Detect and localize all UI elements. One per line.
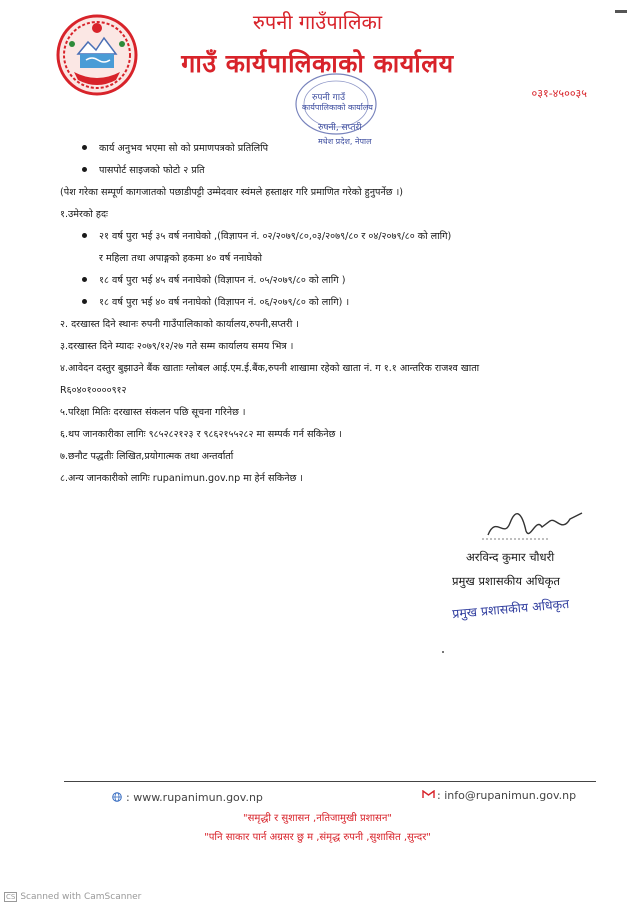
item-more-info: ८.अन्य जानकारीको लागिः rupanimun.gov.np मा हेर्न सकिनेछ ।	[60, 473, 304, 484]
stamp-line1: रुपनी गाउँ	[312, 93, 346, 103]
list-item	[82, 226, 451, 248]
signatory-name: अरविन्द कुमार चौधरी	[466, 550, 555, 564]
item-exam-date: ५.परिक्षा मितिः दरखास्त संकलन पछि सूचना गरिनेछ ।	[60, 407, 246, 418]
footer-divider	[64, 781, 596, 782]
scan-mark	[442, 651, 444, 653]
stamp-line2: कार्यपालिकाको कार्यालय	[302, 103, 373, 112]
list-item	[82, 292, 349, 314]
handwritten-signature	[478, 505, 588, 545]
stamp-seal-icon	[288, 72, 398, 162]
age-heading: १.उमेरको हदः	[60, 209, 108, 220]
list-item	[82, 138, 268, 160]
bullet-text: १८ वर्ष पुरा भई ४० वर्ष ननाघेको (विज्ञापन नं. ०६/२०७९/८० को लागि) ।	[99, 297, 350, 308]
camscanner-text: Scanned with CamScanner	[20, 892, 142, 902]
footer-email	[422, 789, 576, 802]
municipality-name: रुपनी गाउँपालिका	[252, 10, 383, 34]
bullet-icon	[82, 299, 87, 304]
office-name: गाउँ कार्यपालिकाको कार्यालय	[181, 49, 454, 78]
bullet-text: पासपोर्ट साइजको फोटो २ प्रति	[99, 165, 205, 176]
bullet-text: १८ वर्ष पुरा भई ४५ वर्ष ननाघेको (विज्ञापन नं. ०५/२०७९/८० को लागि )	[99, 275, 346, 286]
mail-icon	[422, 790, 435, 799]
office-stamp	[288, 72, 398, 162]
globe-icon	[112, 792, 122, 802]
bullet-icon	[82, 277, 87, 282]
office-phone: ०३१-४५००३५	[531, 87, 587, 100]
stamp-line4: मधेश प्रदेश, नेपाल	[318, 137, 372, 146]
bullet-text: २१ वर्ष पुरा भई ३५ वर्ष ननाघेको ,(विज्ञापन नं. ०२/२०७९/८०,०३/२०७९/८० र ०४/२०७९/८० को लागि)	[99, 231, 452, 242]
footer-slogan-1: "समृद्धी र सुशासन ,नतिजामुखी प्रशासन"	[243, 813, 392, 824]
footer-website	[112, 791, 263, 804]
camscanner-watermark	[4, 892, 141, 902]
item-deadline: ३.दरखास्त दिने म्यादः २०७९/१२/२७ गते सम्म कार्यालय समय भित्र ।	[60, 341, 294, 352]
document-note: (पेश गरेका सम्पूर्ण कागजातको पछाडीपट्टी उम्मेदवार स्वंमले हस्ताक्षर गरि प्रमाणित गरेको हुनुपर्नेछ ।)	[60, 187, 403, 198]
list-item	[82, 160, 205, 182]
bullet-icon	[82, 145, 87, 150]
email-text[interactable]: : info@rupanimun.gov.np	[437, 789, 577, 802]
item-application-place: २. दरखास्त दिने स्थानः रुपनी गाउँपालिकाको कार्यालय,रुपनी,सप्तरी ।	[60, 319, 300, 330]
age1-continuation: र महिला तथा अपाङ्गको हकमा ४० वर्ष ननाघेको	[99, 253, 263, 264]
bullet-icon	[82, 167, 87, 172]
camscanner-badge: CS	[6, 893, 16, 901]
signatory-stamp: प्रमुख प्रशासकीय अधिकृत	[451, 595, 570, 622]
list-item	[82, 270, 345, 292]
website-text[interactable]: : www.rupanimun.gov.np	[126, 791, 263, 804]
signatory-title: प्रमुख प्रशासकीय अधिकृत	[452, 574, 560, 588]
item-selection-method: ७.छनौट पद्धतीः लिखित,प्रयोगात्मक तथा अन्तर्वार्ता	[60, 451, 234, 462]
bullet-text: कार्य अनुभव भएमा सो को प्रमाणपत्रको प्रतिलिपि	[99, 143, 269, 154]
item-bank-account: ४.आवेदन दस्तुर बुझाउने बैंक खाताः ग्लोबल आई.एम.ई.बैंक,रुपनी शाखामा रहेको खाता नं. ग १.१ आन्तरिक राजश्व खाता	[60, 363, 480, 374]
item-contact: ६.थप जानकारीका लागिः ९८५२८२१२३ र ९८६२१५५२८२ मा सम्पर्क गर्न सकिनेछ ।	[60, 429, 343, 440]
bullet-icon	[82, 233, 87, 238]
stamp-line3: रुपनी, सप्तरी	[318, 123, 362, 133]
footer-slogan-2: "पनि साकार पार्न अग्रसर छु म ,संमृद्ध रुपनी ,सुशासित ,सुन्दर"	[204, 832, 431, 843]
item-bank-account-number: R६०४०१००००९१२	[60, 385, 127, 396]
